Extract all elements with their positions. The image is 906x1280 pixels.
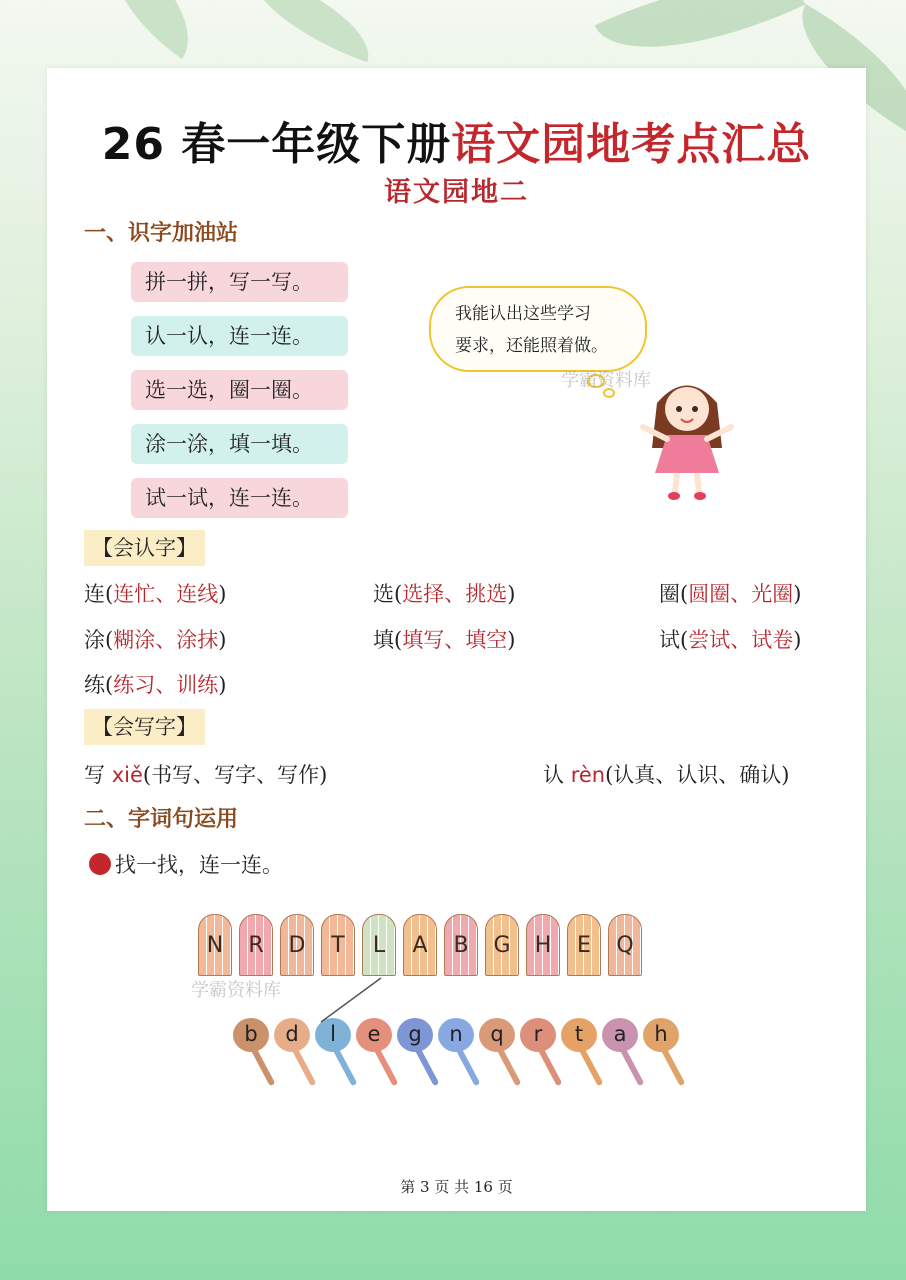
uppercase-door: B	[444, 914, 478, 976]
key-letter: h	[643, 1018, 679, 1052]
uppercase-door: T	[321, 914, 355, 976]
match-line	[317, 976, 387, 1026]
recognize-item: 试(尝试、试卷)	[659, 628, 802, 652]
key-letter: q	[479, 1018, 515, 1052]
key-letter: b	[233, 1018, 269, 1052]
title-accent: 语文园地考点汇总	[451, 119, 812, 170]
speech-line: 我能认出这些学习	[455, 304, 591, 324]
write-item: 写 xiě(书写、写字、写作)	[84, 763, 328, 787]
recognize-item: 练(练习、训练)	[84, 673, 227, 697]
uppercase-door: H	[526, 914, 560, 976]
title-main: 26 春一年级下册	[101, 119, 452, 170]
page-footer: 第 3 页 共 16 页	[400, 1178, 513, 1196]
watermark: 学霸资料库	[191, 980, 281, 1001]
key-letter: g	[397, 1018, 433, 1052]
uppercase-door: G	[485, 914, 519, 976]
key-letter: r	[520, 1018, 556, 1052]
uppercase-door: E	[567, 914, 601, 976]
exercise-instruction: 找一找，连一连。	[89, 849, 283, 879]
recognize-item: 圈(圆圈、光圈)	[659, 582, 802, 606]
uppercase-door: R	[239, 914, 273, 976]
key-letter: t	[561, 1018, 597, 1052]
instruction-pill: 认一认，连一连。	[131, 316, 348, 356]
page-title	[47, 108, 866, 172]
key-letter: a	[602, 1018, 638, 1052]
lowercase-key	[643, 1018, 713, 1088]
recognize-label: 【会认字】	[84, 530, 205, 566]
uppercase-door: N	[198, 914, 232, 976]
key-letter: n	[438, 1018, 474, 1052]
instruction-pill: 选一选，圈一圈。	[131, 370, 348, 410]
recognize-item: 选(选择、挑选)	[373, 582, 516, 606]
instruction-pill: 试一试，连一连。	[131, 478, 348, 518]
key-letter: l	[315, 1018, 351, 1052]
write-label: 【会写字】	[84, 709, 205, 745]
recognize-item: 连(连忙、连线)	[84, 582, 227, 606]
key-letter: d	[274, 1018, 310, 1052]
watermark: 学霸资料库	[561, 370, 651, 391]
seal-icon	[89, 853, 111, 875]
uppercase-door: A	[403, 914, 437, 976]
page-subtitle: 语文园地二	[384, 177, 529, 208]
speech-line: 要求，还能照着做。	[455, 336, 608, 356]
bamboo-leaf-decoration	[84, 0, 217, 59]
section-heading-usage: 二、字词句运用	[84, 806, 239, 832]
document-page	[47, 68, 866, 1211]
uppercase-door: Q	[608, 914, 642, 976]
instruction-pill: 涂一涂，填一填。	[131, 424, 348, 464]
key-letter: e	[356, 1018, 392, 1052]
recognize-item: 填(填写、填空)	[373, 628, 516, 652]
girl-illustration	[637, 373, 737, 503]
recognize-item: 涂(糊涂、涂抹)	[84, 628, 227, 652]
speech-bubble	[429, 286, 647, 372]
uppercase-door: L	[362, 914, 396, 976]
write-item: 认 rèn(认真、认识、确认)	[543, 763, 790, 787]
uppercase-door: D	[280, 914, 314, 976]
section-heading-literacy: 一、识字加油站	[84, 220, 239, 246]
bamboo-leaf-decoration	[236, 0, 385, 62]
instruction-pill: 拼一拼，写一写。	[131, 262, 348, 302]
